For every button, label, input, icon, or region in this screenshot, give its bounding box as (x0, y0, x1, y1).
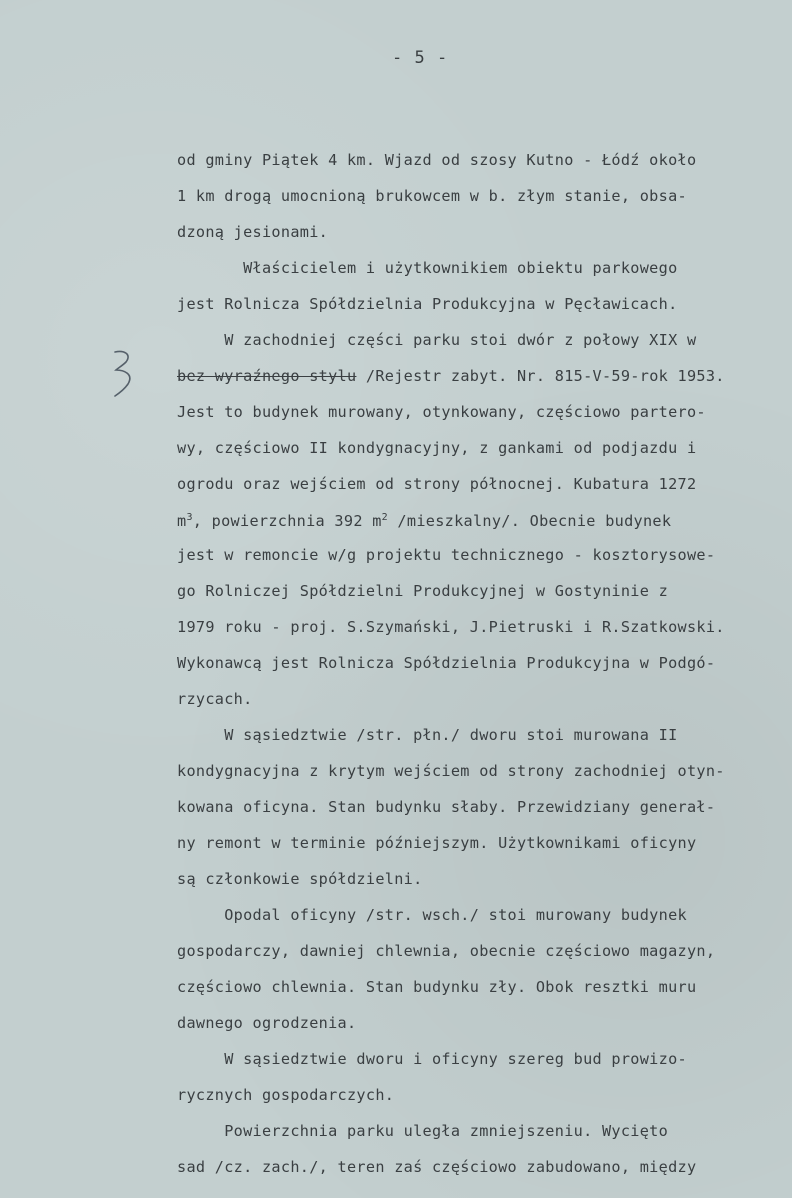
struck-text: bez wyraźnego stylu (177, 366, 357, 385)
text-line: Powierzchnia parku uległa zmniejszeniu. Wycięto (177, 1121, 669, 1140)
line-part: m (177, 511, 187, 530)
page-number: - 5 - (392, 48, 449, 68)
text-line: sad /cz. zach./, teren zaś częściowo zabudowano, między (177, 1157, 697, 1176)
text-line: W sąsiedztwie dworu i oficyny szereg bud prowizo- (177, 1049, 687, 1068)
text-line: jest w remoncie w/g projektu technicznego - kosztorysowe- (177, 546, 716, 565)
superscript: 3 (186, 511, 193, 523)
text-line: ogrodu oraz wejściem od strony północnej. Kubatura 1272 (177, 474, 697, 493)
text-line: rycznych gospodarczych. (177, 1085, 395, 1104)
text-line: Właścicielem i użytkownikiem obiektu parkowego (177, 258, 678, 277)
text-line: kondygnacyjna z krytym wejściem od strony zachodniej otyn- (177, 762, 725, 781)
text-line: Jest to budynek murowany, otynkowany, częściowo partero- (177, 402, 706, 421)
text-line: od gminy Piątek 4 km. Wjazd od szosy Kutno - Łódź około (177, 151, 697, 169)
text-line: rzycach. (177, 690, 253, 709)
line-rest: /Rejestr zabyt. Nr. 815-V-59-rok 1953. (356, 366, 725, 385)
text-line: dzoną jesionami. (177, 222, 329, 241)
text-line (177, 513, 671, 529)
handwritten-3-mark-icon (112, 348, 138, 402)
text-line: częściowo chlewnia. Stan budynku zły. Obok resztki muru (177, 977, 697, 996)
line-part: , powierzchnia 392 m (192, 511, 382, 530)
text-line: 1 km drogą umocnioną brukowcem w b. złym stanie, obsa- (177, 186, 687, 205)
text-line: Wykonawcą jest Rolnicza Spółdzielnia Produkcyjna w Podgó- (177, 654, 716, 673)
superscript: 2 (381, 511, 388, 523)
text-line: kowana oficyna. Stan budynku słaby. Przewidziany generał- (177, 798, 716, 817)
text-line: Opodal oficyny /str. wsch./ stoi murowany budynek (177, 905, 687, 924)
line-part: /mieszkalny/. Obecnie budynek (387, 511, 672, 530)
text-line: są członkowie spółdzielni. (177, 870, 423, 888)
text-line: 1979 roku - proj. S.Szymański, J.Pietruski i R.Szatkowski. (177, 618, 725, 637)
text-line: gospodarczy, dawniej chlewnia, obecnie częściowo magazyn, (177, 941, 716, 960)
text-line: W sąsiedztwie /str. płn./ dworu stoi murowana II (177, 726, 678, 745)
text-line: dawnego ogrodzenia. (177, 1013, 357, 1032)
text-line: jest Rolnicza Spółdzielnia Produkcyjna w Pęcławicach. (177, 294, 678, 313)
text-line: ny remont w terminie późniejszym. Użytkownikami oficyny (177, 834, 697, 853)
text-line (177, 366, 725, 385)
text-line: go Rolniczej Spółdzielni Produkcyjnej w Gostyninie z (177, 582, 669, 601)
text-line: W zachodniej części parku stoi dwór z połowy XIX w (177, 330, 697, 349)
text-line: wy, częściowo II kondygnacyjny, z gankami od podjazdu i (177, 438, 697, 457)
